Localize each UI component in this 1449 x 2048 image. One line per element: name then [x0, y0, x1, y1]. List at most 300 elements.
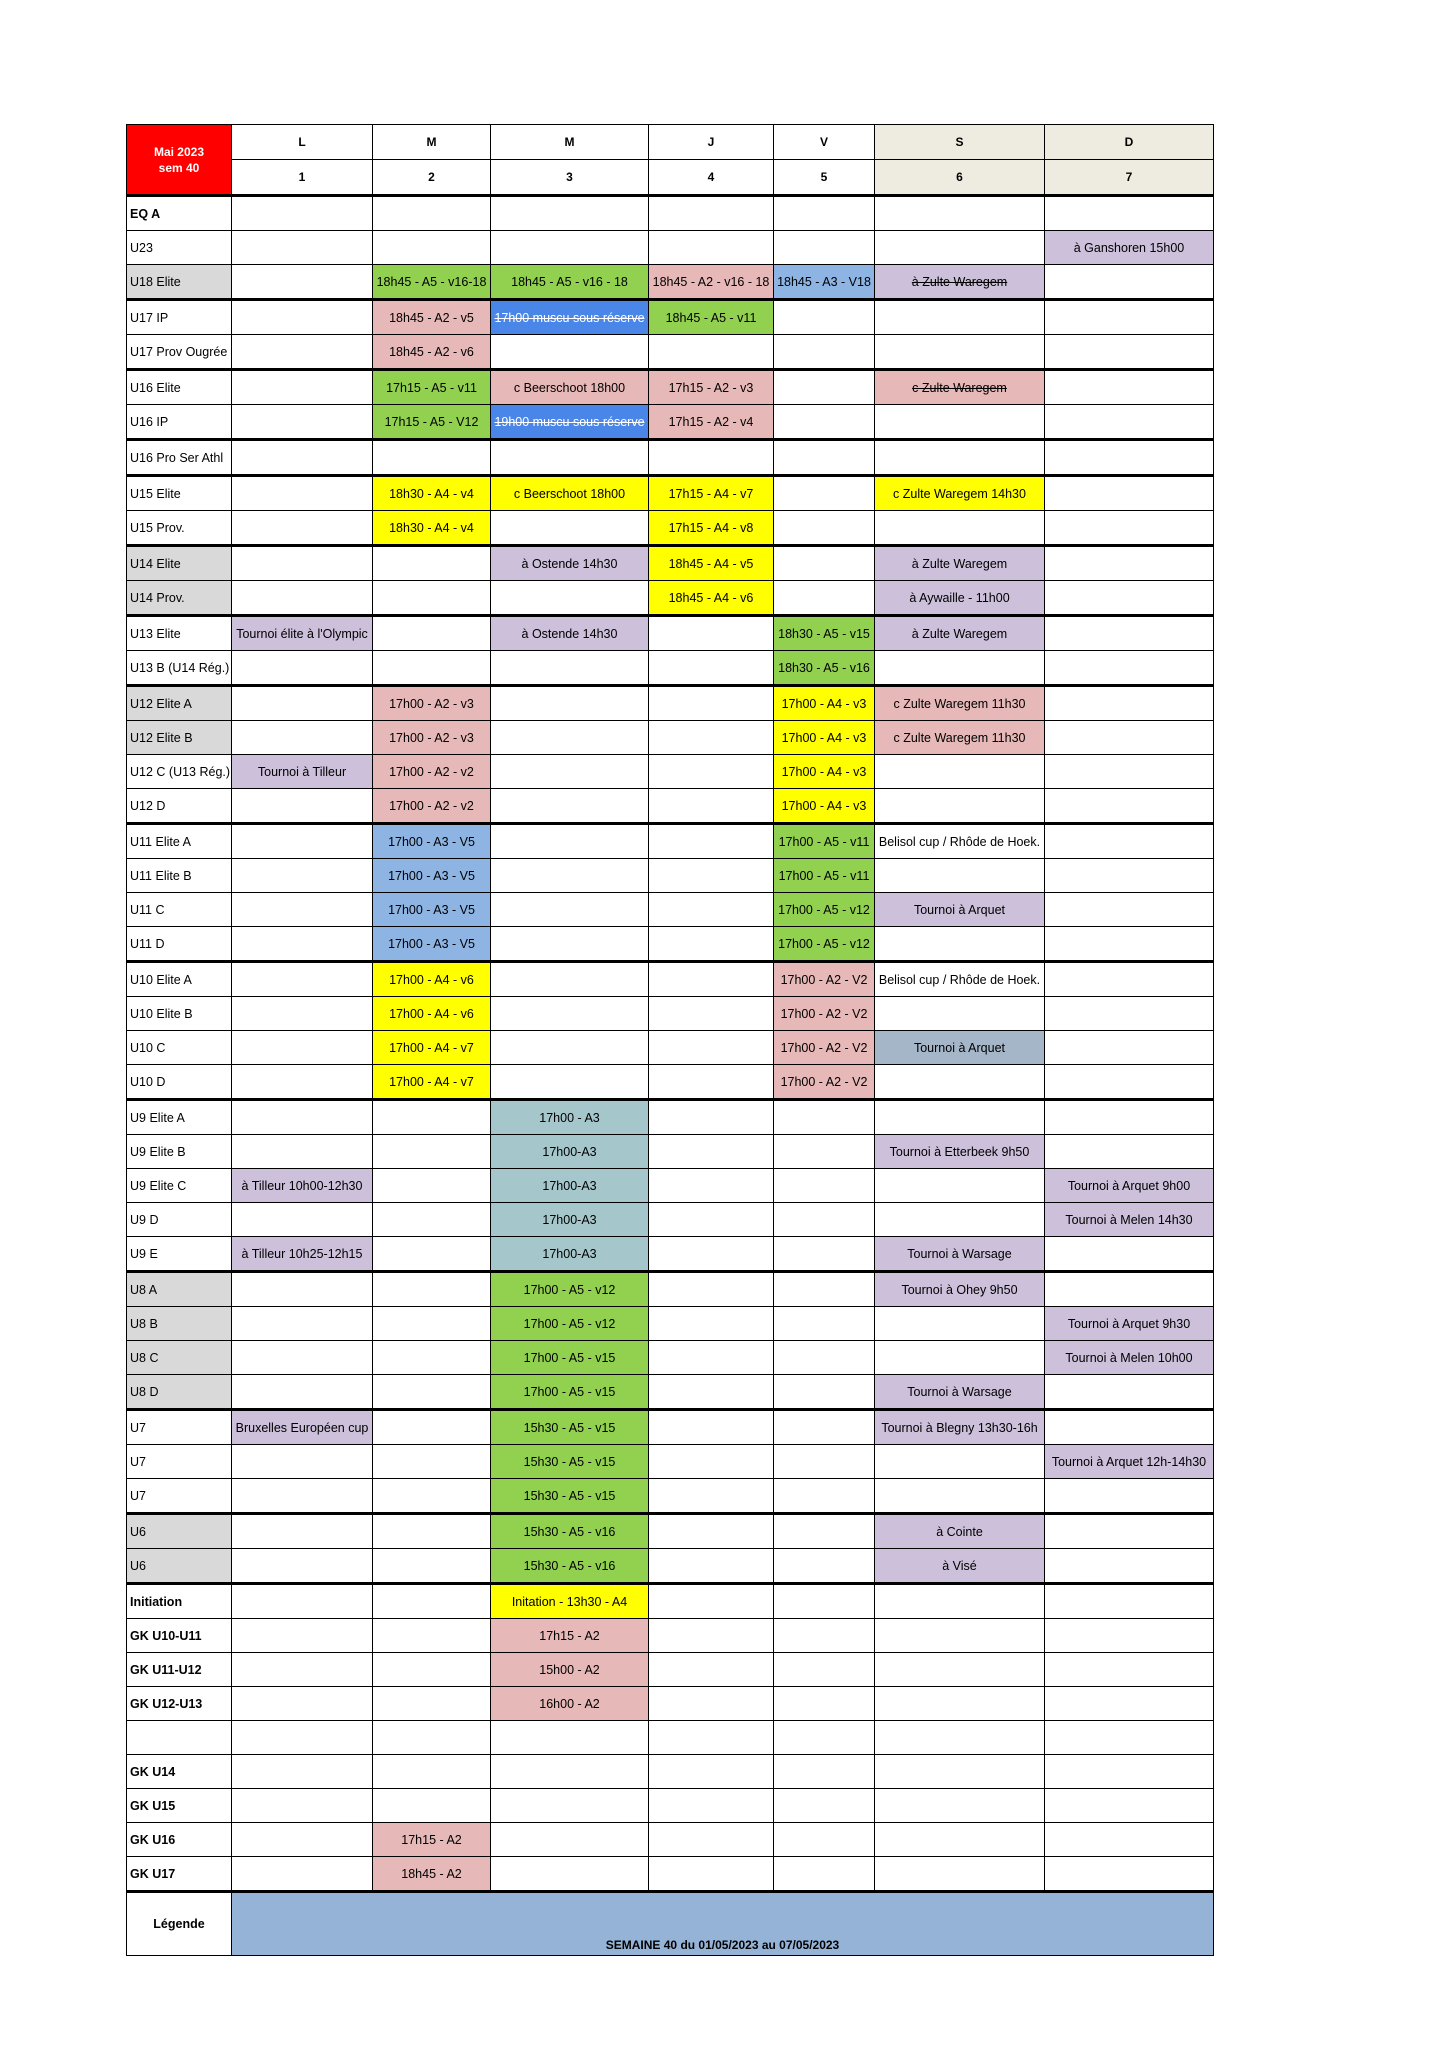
- schedule-cell-tue: [373, 1307, 491, 1341]
- team-label: U9 E: [127, 1237, 232, 1272]
- schedule-cell-thu: [649, 1687, 774, 1721]
- schedule-cell-thu: [649, 1789, 774, 1823]
- session-text: 15h30 - A5 - v15: [523, 1454, 616, 1469]
- schedule-cell-fri: [774, 1203, 875, 1237]
- schedule-cell-sun: [1045, 1065, 1214, 1100]
- schedule-cell-tue: [373, 927, 491, 962]
- schedule-cell-mon: [232, 651, 373, 686]
- schedule-row: [127, 893, 1214, 927]
- schedule-cell-thu: [649, 1721, 774, 1755]
- schedule-cell-wed: [491, 370, 649, 405]
- schedule-cell-thu: [649, 546, 774, 581]
- schedule-row: [127, 546, 1214, 581]
- schedule-cell-sun: [1045, 686, 1214, 721]
- day-letter-row: [127, 125, 1214, 160]
- team-label: U9 Elite C: [127, 1169, 232, 1203]
- schedule-cell-thu: [649, 1375, 774, 1410]
- schedule-cell-fri: [774, 1549, 875, 1584]
- schedule-cell-sat: [875, 616, 1045, 651]
- session-text: Tournoi à Etterbeek 9h50: [889, 1144, 1030, 1159]
- schedule-row: [127, 370, 1214, 405]
- schedule-cell-fri: [774, 1619, 875, 1653]
- schedule-cell-fri: [774, 440, 875, 476]
- schedule-cell-tue: [373, 405, 491, 440]
- schedule-cell-sat: [875, 721, 1045, 755]
- session-text: 17h00 - A2 - v2: [389, 764, 474, 779]
- schedule-cell-fri: [774, 1031, 875, 1065]
- session-text: Tournoi à Arquet 9h00: [1067, 1178, 1191, 1193]
- schedule-cell-sun: [1045, 440, 1214, 476]
- schedule-cell-sun: [1045, 1619, 1214, 1653]
- session-text: Initation - 13h30 - A4: [511, 1594, 628, 1609]
- schedule-cell-fri: [774, 1237, 875, 1272]
- session-text: à Ganshoren 15h00: [1073, 240, 1185, 255]
- schedule-cell-fri: [774, 231, 875, 265]
- schedule-cell-mon: [232, 546, 373, 581]
- schedule-cell-sun: [1045, 1514, 1214, 1549]
- session-text: Tournoi à Arquet: [913, 1040, 1006, 1055]
- session-text: Tournoi à Tilleur: [257, 764, 347, 779]
- schedule-cell-sat: [875, 196, 1045, 231]
- schedule-cell-sat: [875, 755, 1045, 789]
- session-text: 17h00 - A5 - v15: [523, 1384, 616, 1399]
- schedule-cell-tue: [373, 1823, 491, 1857]
- schedule-row: [127, 1341, 1214, 1375]
- schedule-cell-thu: [649, 616, 774, 651]
- schedule-cell-mon: [232, 300, 373, 335]
- session-text: 17h00 - A2 - V2: [780, 1074, 868, 1089]
- team-label: U7: [127, 1445, 232, 1479]
- schedule-cell-wed: [491, 265, 649, 300]
- schedule-row: [127, 789, 1214, 824]
- legend-week-range: SEMAINE 40 du 01/05/2023 au 07/05/2023: [232, 1892, 1214, 1956]
- day-number-sun: 7: [1045, 160, 1214, 196]
- schedule-cell-sun: [1045, 300, 1214, 335]
- team-label: U9 Elite A: [127, 1100, 232, 1135]
- schedule-row: [127, 616, 1214, 651]
- session-text: Tournoi à Arquet: [913, 902, 1006, 917]
- schedule-cell-wed: [491, 789, 649, 824]
- schedule-cell-sat: [875, 962, 1045, 997]
- schedule-cell-mon: [232, 1755, 373, 1789]
- schedule-cell-thu: [649, 265, 774, 300]
- session-text: 17h00 - A2 - V2: [780, 1006, 868, 1021]
- schedule-cell-fri: [774, 616, 875, 651]
- schedule-cell-tue: [373, 511, 491, 546]
- team-label: U16 IP: [127, 405, 232, 440]
- schedule-row: [127, 1445, 1214, 1479]
- schedule-cell-sat: [875, 1653, 1045, 1687]
- schedule-cell-mon: [232, 370, 373, 405]
- schedule-cell-wed: [491, 1445, 649, 1479]
- session-text: 17h00 - A2 - v3: [389, 730, 474, 745]
- schedule-cell-sat: [875, 1789, 1045, 1823]
- session-text: 18h45 - A3 - V18: [777, 274, 871, 289]
- schedule-cell-tue: [373, 1100, 491, 1135]
- session-text: 17h00 - A5 - v12: [778, 936, 870, 951]
- schedule-cell-mon: [232, 721, 373, 755]
- schedule-cell-sat: [875, 511, 1045, 546]
- schedule-row: [127, 1203, 1214, 1237]
- team-label: U13 Elite: [127, 616, 232, 651]
- schedule-cell-mon: [232, 196, 373, 231]
- schedule-cell-thu: [649, 1755, 774, 1789]
- schedule-cell-fri: [774, 196, 875, 231]
- schedule-row: [127, 476, 1214, 511]
- schedule-cell-fri: [774, 1857, 875, 1892]
- schedule-cell-fri: [774, 1653, 875, 1687]
- session-text: 17h00 - A4 - v3: [781, 798, 867, 813]
- schedule-cell-mon: [232, 1169, 373, 1203]
- session-text: 17h00 - A5 - v12: [523, 1316, 616, 1331]
- schedule-cell-mon: [232, 581, 373, 616]
- schedule-cell-thu: [649, 335, 774, 370]
- schedule-row: [127, 962, 1214, 997]
- schedule-cell-fri: [774, 755, 875, 789]
- schedule-row: [127, 196, 1214, 231]
- schedule-cell-sun: [1045, 824, 1214, 859]
- schedule-cell-sat: [875, 1100, 1045, 1135]
- schedule-cell-sun: [1045, 1272, 1214, 1307]
- schedule-cell-mon: [232, 1514, 373, 1549]
- schedule-cell-mon: [232, 1135, 373, 1169]
- schedule-cell-sat: [875, 476, 1045, 511]
- schedule-cell-thu: [649, 476, 774, 511]
- session-text: 17h00 - A2 - v3: [389, 696, 474, 711]
- day-number-thu: 4: [649, 160, 774, 196]
- schedule-cell-wed: [491, 335, 649, 370]
- schedule-cell-wed: [491, 511, 649, 546]
- schedule-cell-sun: [1045, 196, 1214, 231]
- schedule-cell-sun: [1045, 1375, 1214, 1410]
- schedule-cell-sun: [1045, 651, 1214, 686]
- session-text: 17h00-A3: [542, 1178, 597, 1193]
- schedule-cell-wed: [491, 721, 649, 755]
- session-text: à Zulte Waregem: [911, 626, 1008, 641]
- schedule-cell-sat: [875, 824, 1045, 859]
- schedule-cell-sat: [875, 546, 1045, 581]
- schedule-cell-tue: [373, 1135, 491, 1169]
- schedule-cell-thu: [649, 370, 774, 405]
- schedule-cell-thu: [649, 1619, 774, 1653]
- schedule-row: [127, 265, 1214, 300]
- schedule-cell-fri: [774, 1755, 875, 1789]
- session-text: Belisol cup / Rhôde de Hoek.: [878, 972, 1041, 987]
- schedule-cell-tue: [373, 1203, 491, 1237]
- session-text: c Zulte Waregem 14h30: [893, 486, 1026, 501]
- schedule-cell-wed: [491, 893, 649, 927]
- schedule-cell-mon: [232, 1100, 373, 1135]
- schedule-row: [127, 1687, 1214, 1721]
- schedule-cell-fri: [774, 686, 875, 721]
- team-label: GK U14: [127, 1755, 232, 1789]
- schedule-cell-thu: [649, 721, 774, 755]
- schedule-cell-tue: [373, 859, 491, 893]
- schedule-cell-sat: [875, 440, 1045, 476]
- team-label: U7: [127, 1410, 232, 1445]
- session-text: à Aywaille - 11h00: [909, 590, 1010, 605]
- schedule-cell-mon: [232, 1031, 373, 1065]
- schedule-cell-wed: [491, 1721, 649, 1755]
- schedule-row: [127, 859, 1214, 893]
- schedule-table: [126, 124, 1214, 1956]
- schedule-cell-tue: [373, 1445, 491, 1479]
- schedule-cell-sat: [875, 1272, 1045, 1307]
- schedule-cell-mon: [232, 1721, 373, 1755]
- session-text: Tournoi à Melen 10h00: [1065, 1350, 1193, 1365]
- schedule-cell-sat: [875, 1857, 1045, 1892]
- schedule-cell-mon: [232, 927, 373, 962]
- team-label: U10 Elite A: [127, 962, 232, 997]
- day-number-fri: 5: [774, 160, 875, 196]
- schedule-cell-thu: [649, 231, 774, 265]
- schedule-row: [127, 1514, 1214, 1549]
- schedule-cell-sat: [875, 1410, 1045, 1445]
- schedule-cell-wed: [491, 927, 649, 962]
- team-label: GK U17: [127, 1857, 232, 1892]
- schedule-cell-tue: [373, 1789, 491, 1823]
- session-text: 17h00 - A2 - V2: [780, 972, 868, 987]
- schedule-cell-fri: [774, 997, 875, 1031]
- schedule-cell-tue: [373, 581, 491, 616]
- schedule-cell-fri: [774, 300, 875, 335]
- schedule-cell-mon: [232, 1584, 373, 1619]
- schedule-row: [127, 300, 1214, 335]
- team-label: U10 D: [127, 1065, 232, 1100]
- schedule-cell-wed: [491, 1065, 649, 1100]
- team-label: U16 Pro Ser Athl: [127, 440, 232, 476]
- day-number-mon: 1: [232, 160, 373, 196]
- schedule-cell-thu: [649, 1823, 774, 1857]
- schedule-cell-wed: [491, 196, 649, 231]
- schedule-cell-wed: [491, 651, 649, 686]
- schedule-cell-wed: [491, 1549, 649, 1584]
- team-label: U8 D: [127, 1375, 232, 1410]
- schedule-cell-thu: [649, 1169, 774, 1203]
- schedule-cell-fri: [774, 1789, 875, 1823]
- session-text: 19h00 muscu sous réserve: [494, 414, 645, 429]
- week-label: sem 40: [158, 160, 200, 175]
- schedule-row: [127, 440, 1214, 476]
- schedule-cell-sat: [875, 651, 1045, 686]
- schedule-cell-sat: [875, 1341, 1045, 1375]
- schedule-row: [127, 927, 1214, 962]
- session-text: 17h00 - A5 - v12: [778, 902, 870, 917]
- schedule-row: [127, 755, 1214, 789]
- session-text: Tournoi à Warsage: [907, 1384, 1012, 1399]
- schedule-cell-sun: [1045, 962, 1214, 997]
- schedule-cell-fri: [774, 927, 875, 962]
- schedule-cell-fri: [774, 824, 875, 859]
- schedule-row: [127, 1584, 1214, 1619]
- schedule-row: [127, 1479, 1214, 1514]
- session-text: 17h00 - A4 - v3: [781, 764, 867, 779]
- schedule-cell-tue: [373, 1410, 491, 1445]
- schedule-cell-sun: [1045, 859, 1214, 893]
- session-text: 17h00 - A4 - v6: [389, 1006, 474, 1021]
- schedule-cell-thu: [649, 755, 774, 789]
- schedule-cell-thu: [649, 1857, 774, 1892]
- schedule-cell-fri: [774, 1584, 875, 1619]
- schedule-cell-mon: [232, 1857, 373, 1892]
- schedule-cell-wed: [491, 616, 649, 651]
- schedule-cell-thu: [649, 962, 774, 997]
- team-label: U7: [127, 1479, 232, 1514]
- schedule-cell-mon: [232, 1203, 373, 1237]
- team-label: U8 B: [127, 1307, 232, 1341]
- schedule-row: [127, 1375, 1214, 1410]
- session-text: 18h45 - A2 - v5: [389, 310, 474, 325]
- schedule-cell-sat: [875, 405, 1045, 440]
- schedule-cell-wed: [491, 231, 649, 265]
- schedule-cell-mon: [232, 686, 373, 721]
- schedule-cell-sun: [1045, 511, 1214, 546]
- schedule-cell-sun: [1045, 789, 1214, 824]
- schedule-cell-wed: [491, 1619, 649, 1653]
- schedule-cell-sun: [1045, 1721, 1214, 1755]
- session-text: 17h00 - A3 - V5: [388, 902, 475, 917]
- session-text: 18h45 - A5 - v16 - 18: [511, 274, 628, 289]
- schedule-row: [127, 1065, 1214, 1100]
- session-text: 17h00 - A5 - v15: [523, 1350, 616, 1365]
- session-text: 17h15 - A5 - v11: [386, 380, 477, 395]
- schedule-cell-thu: [649, 1065, 774, 1100]
- month-label: Mai 2023: [153, 144, 205, 159]
- session-text: 15h30 - A5 - v16: [523, 1524, 616, 1539]
- session-text: Tournoi à Melen 14h30: [1065, 1212, 1193, 1227]
- team-label: U6: [127, 1549, 232, 1584]
- schedule-cell-mon: [232, 1619, 373, 1653]
- schedule-cell-thu: [649, 1410, 774, 1445]
- schedule-cell-sun: [1045, 1341, 1214, 1375]
- session-text: 18h30 - A5 - v16: [778, 660, 870, 675]
- schedule-cell-fri: [774, 1272, 875, 1307]
- schedule-cell-tue: [373, 651, 491, 686]
- schedule-cell-fri: [774, 1823, 875, 1857]
- session-text: 15h30 - A5 - v15: [523, 1488, 616, 1503]
- schedule-cell-sat: [875, 927, 1045, 962]
- schedule-cell-sat: [875, 1721, 1045, 1755]
- schedule-cell-thu: [649, 1341, 774, 1375]
- session-text: à Ostende 14h30: [521, 626, 618, 641]
- schedule-cell-tue: [373, 686, 491, 721]
- schedule-cell-sun: [1045, 370, 1214, 405]
- schedule-cell-thu: [649, 1100, 774, 1135]
- session-text: 17h00 - A2 - v2: [389, 798, 474, 813]
- schedule-row: [127, 581, 1214, 616]
- schedule-cell-mon: [232, 962, 373, 997]
- schedule-cell-tue: [373, 1514, 491, 1549]
- schedule-cell-fri: [774, 265, 875, 300]
- schedule-cell-wed: [491, 1857, 649, 1892]
- team-label: U10 C: [127, 1031, 232, 1065]
- team-label: U11 C: [127, 893, 232, 927]
- schedule-row: [127, 1100, 1214, 1135]
- schedule-cell-tue: [373, 1169, 491, 1203]
- schedule-cell-wed: [491, 581, 649, 616]
- session-text: 17h00-A3: [542, 1246, 597, 1261]
- schedule-cell-thu: [649, 927, 774, 962]
- day-letter-thu: J: [649, 125, 774, 160]
- schedule-cell-sat: [875, 370, 1045, 405]
- schedule-cell-sun: [1045, 1755, 1214, 1789]
- schedule-cell-sun: [1045, 1169, 1214, 1203]
- schedule-cell-sat: [875, 1135, 1045, 1169]
- schedule-cell-sun: [1045, 335, 1214, 370]
- schedule-cell-fri: [774, 721, 875, 755]
- schedule-cell-thu: [649, 1514, 774, 1549]
- schedule-cell-tue: [373, 476, 491, 511]
- schedule-row: [127, 1857, 1214, 1892]
- session-text: 17h15 - A2: [401, 1832, 462, 1847]
- schedule-cell-fri: [774, 581, 875, 616]
- schedule-row: [127, 686, 1214, 721]
- session-text: 18h45 - A4 - v5: [668, 556, 754, 571]
- schedule-cell-wed: [491, 1031, 649, 1065]
- schedule-cell-sat: [875, 1031, 1045, 1065]
- schedule-cell-mon: [232, 1410, 373, 1445]
- session-text: 17h15 - A4 - v8: [668, 520, 754, 535]
- schedule-cell-wed: [491, 1272, 649, 1307]
- schedule-cell-tue: [373, 1065, 491, 1100]
- session-text: 18h45 - A2: [401, 1866, 462, 1881]
- schedule-cell-wed: [491, 300, 649, 335]
- day-letter-mon: L: [232, 125, 373, 160]
- schedule-cell-tue: [373, 616, 491, 651]
- schedule-cell-thu: [649, 405, 774, 440]
- session-text: à Tilleur 10h00-12h30: [241, 1178, 363, 1193]
- schedule-cell-fri: [774, 1100, 875, 1135]
- schedule-cell-fri: [774, 1445, 875, 1479]
- session-text: 17h00 - A5 - v12: [523, 1282, 616, 1297]
- schedule-row: [127, 335, 1214, 370]
- schedule-cell-sun: [1045, 581, 1214, 616]
- schedule-cell-sun: [1045, 405, 1214, 440]
- session-text: 17h00 - A5 - v11: [778, 868, 870, 883]
- schedule-cell-mon: [232, 1272, 373, 1307]
- schedule-row: [127, 1272, 1214, 1307]
- team-label: U14 Elite: [127, 546, 232, 581]
- schedule-cell-fri: [774, 476, 875, 511]
- schedule-cell-wed: [491, 1514, 649, 1549]
- schedule-cell-thu: [649, 789, 774, 824]
- schedule-cell-sat: [875, 581, 1045, 616]
- schedule-cell-sat: [875, 1823, 1045, 1857]
- schedule-cell-fri: [774, 1410, 875, 1445]
- schedule-cell-sun: [1045, 893, 1214, 927]
- session-text: à Zulte Waregem: [911, 274, 1008, 289]
- schedule-cell-tue: [373, 1857, 491, 1892]
- schedule-cell-wed: [491, 859, 649, 893]
- schedule-cell-tue: [373, 1755, 491, 1789]
- schedule-cell-fri: [774, 1514, 875, 1549]
- schedule-cell-thu: [649, 1031, 774, 1065]
- schedule-cell-sun: [1045, 1135, 1214, 1169]
- schedule-row: [127, 1549, 1214, 1584]
- schedule-cell-thu: [649, 1549, 774, 1584]
- schedule-row: [127, 824, 1214, 859]
- schedule-cell-thu: [649, 686, 774, 721]
- session-text: à Cointe: [936, 1524, 983, 1539]
- schedule-cell-wed: [491, 824, 649, 859]
- schedule-cell-sun: [1045, 1445, 1214, 1479]
- schedule-row: [127, 1410, 1214, 1445]
- schedule-cell-sun: [1045, 231, 1214, 265]
- schedule-cell-mon: [232, 1445, 373, 1479]
- schedule-cell-sat: [875, 1584, 1045, 1619]
- day-letter-sat: S: [875, 125, 1045, 160]
- schedule-cell-wed: [491, 1687, 649, 1721]
